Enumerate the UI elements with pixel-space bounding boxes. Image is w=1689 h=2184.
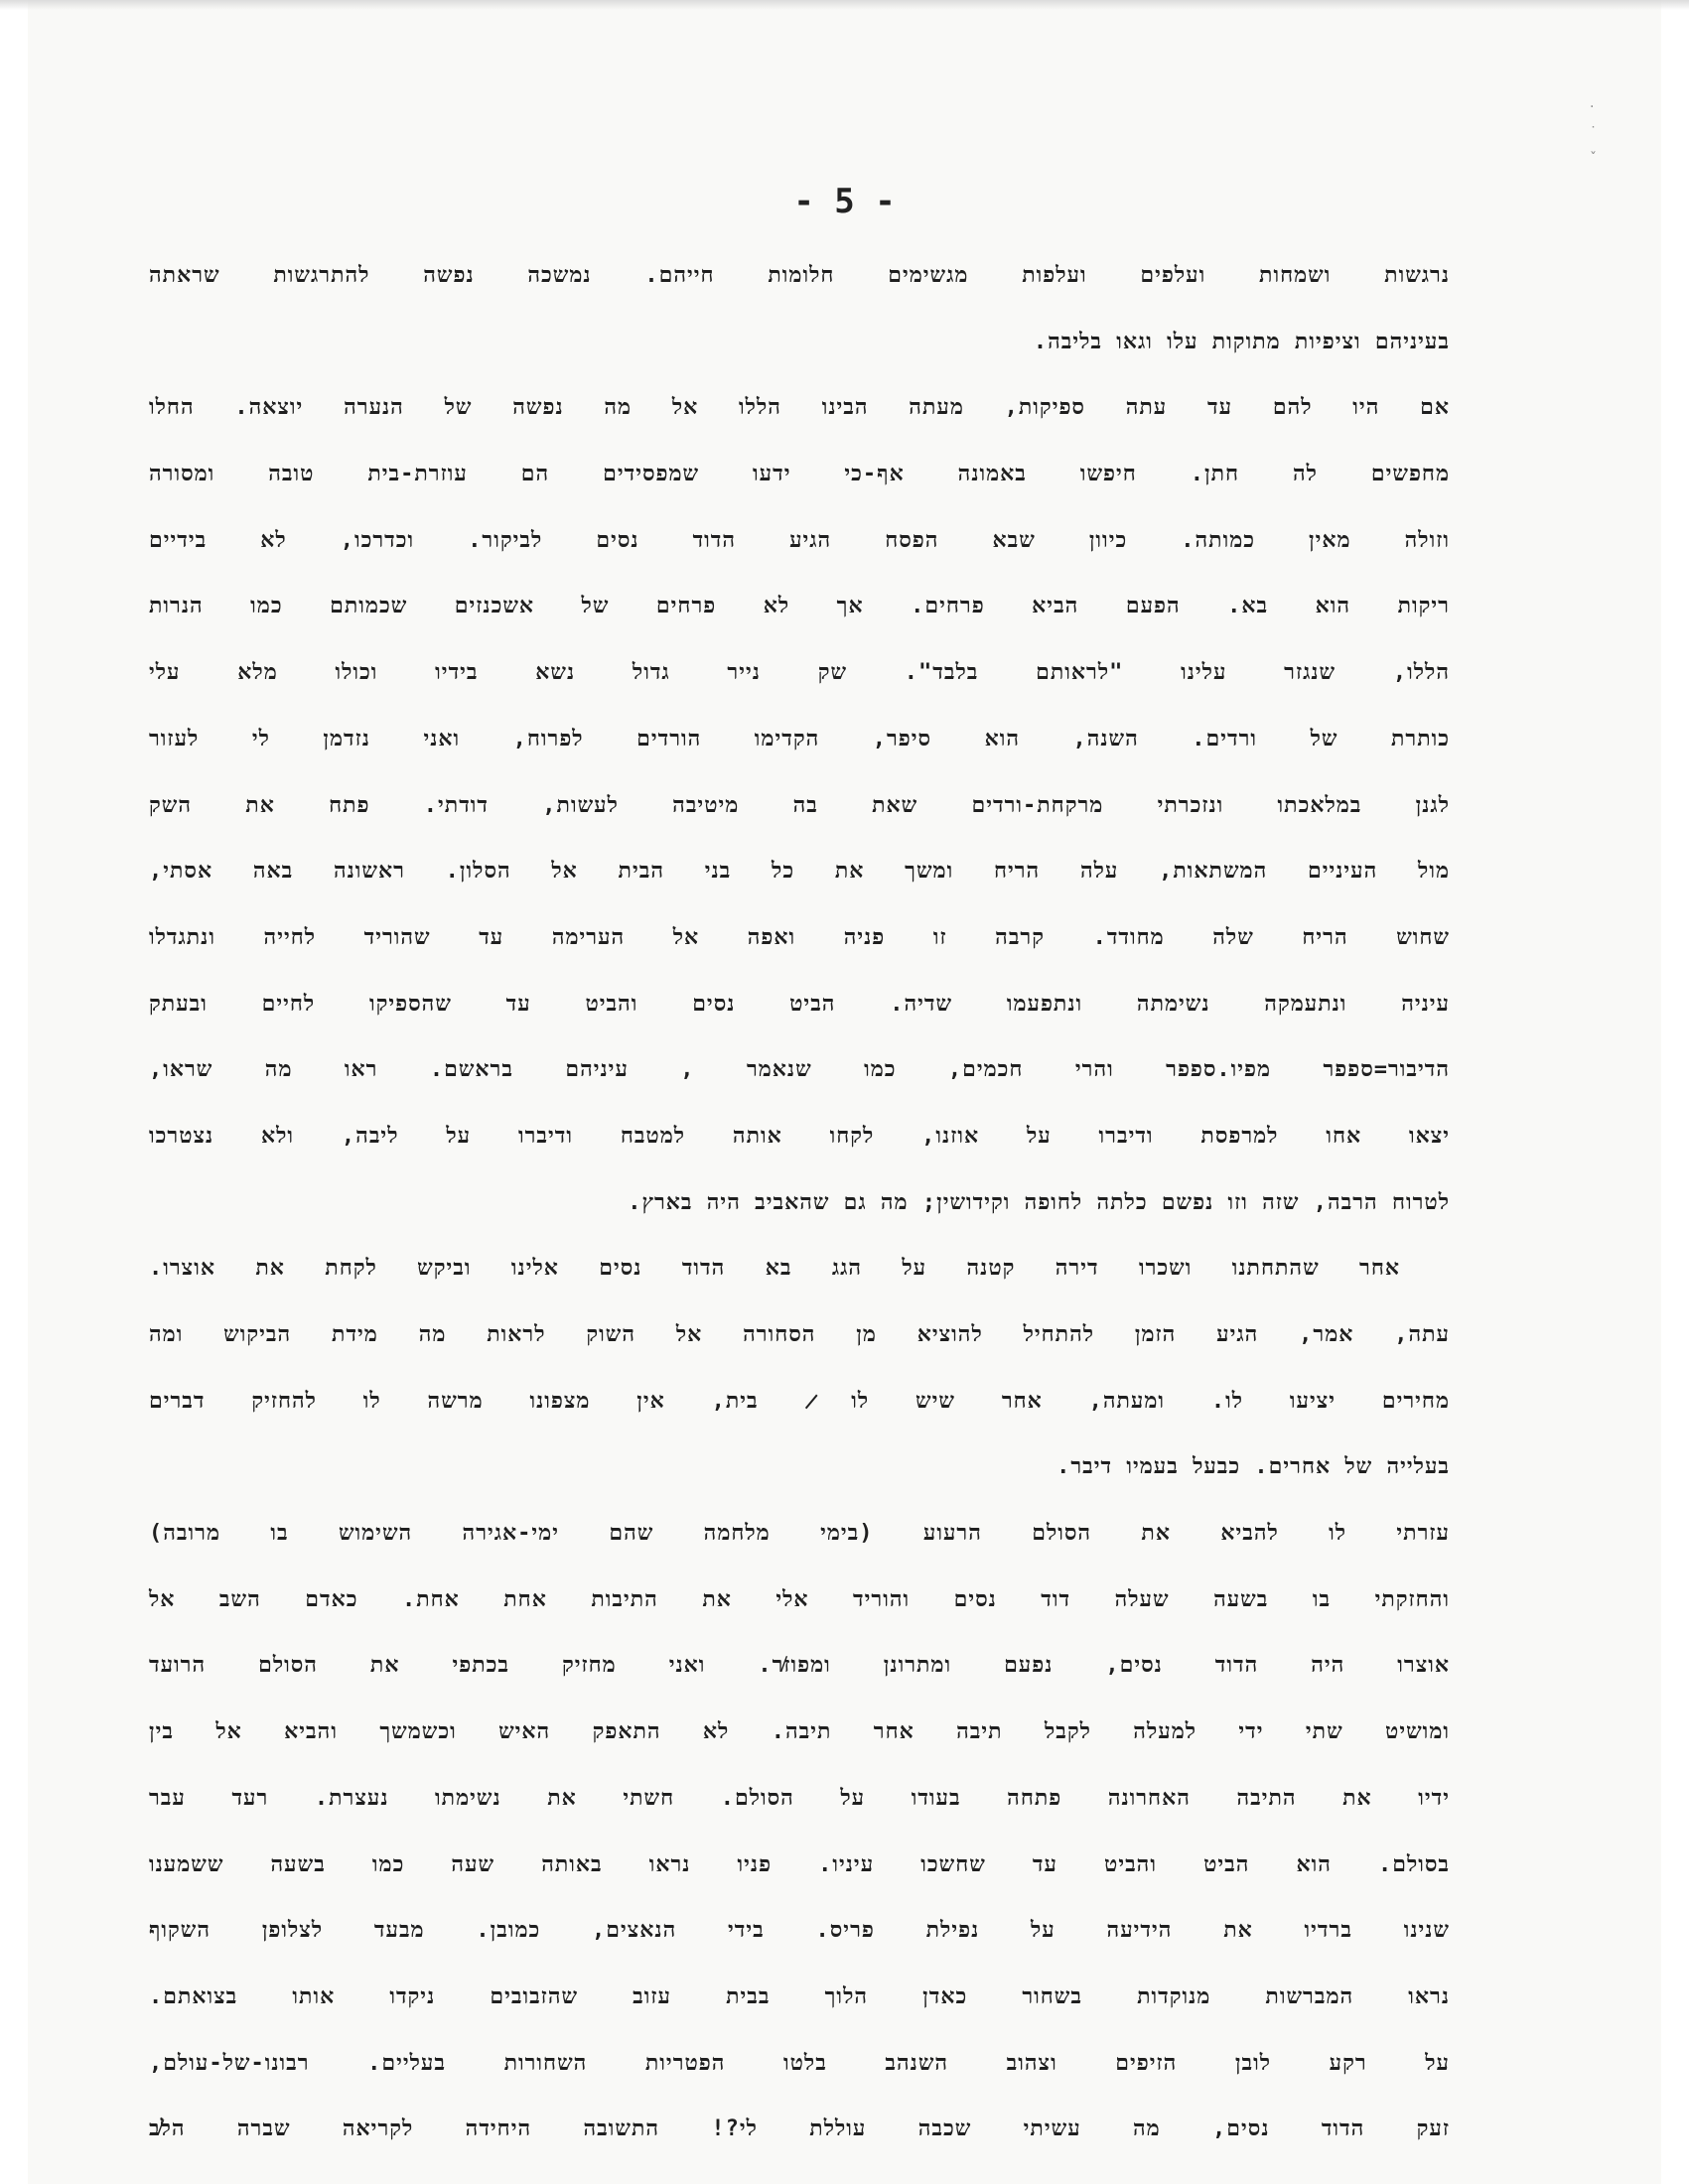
text-line: ומושיט שתי ידי למעלה לקבל תיבה אחר תיבה. לא התאפק האיש וכשמשך והביא אל בין: [149, 1719, 1450, 1745]
text-line: אחר שהתחתנו ושכרו דירה קטנה על הגג בא הדוד נסים אלינו וביקש לקחת את אוצרו.: [149, 1256, 1400, 1282]
text-line: והחזקתי בו בשעה שעלה דוד נסים והוריד אלי את התיבות אחת אחת. כאדם השב אל: [149, 1586, 1450, 1612]
text-line: עזרתי לו להביא את הסולם הרעוע (בימי מלחמה שהם ימי-אגירה השימוש בו מרובה): [149, 1521, 1450, 1547]
text-line: נרגשות ושמחות ועלפים ועלפות מגשימים חלומות חייהם. נמשכה נפשה להתרגשות שראתה: [149, 263, 1450, 288]
text-line: אם היו להם עד עתה ספיקות, מעתה הבינו הללו אל מה נפשה של הנערה יוצאה. החלו: [149, 395, 1450, 421]
text-line: הדיבור=ספפר מפיו.ספפר והרי חכמים, כמו שנאמר , עיניהם בראשם. ראו מה שראו,: [149, 1057, 1450, 1083]
text-line: עתה, אמר, הגיע הזמן להתחיל להוציא מן הסחורה אל השוק לראות מה מידת הביקוש ומה: [149, 1322, 1450, 1347]
text-line: על רקע לובן הזיפים וצהוב השנהב בלטו הפטריות השחורות בעליים. רבונו-של-עולם,: [149, 2050, 1450, 2076]
scan-top-edge: [0, 0, 1689, 10]
text-line: שנינו ברדיו את הידיעה על נפילת פריס. בידי הנאצים, כמובן. מבעד לצלופן השקוף: [149, 1918, 1450, 1944]
text-line: שחוש הריח שלה מחודד. קרבה זו פניה ואפה אל הערימה עד שהוריד לחייה ונתגדלו: [149, 924, 1450, 950]
text-line: נראו המברשות מנוקדות בשחור כאדן הלוך בבית עזוב שהזבובים ניקדו אותו בצואתם.: [149, 1983, 1450, 2009]
text-line: מול העיניים המשתאות, עלה הריח ומשך את כל בני הבית אל הסלון. ראשונה באה אסתי,: [149, 859, 1450, 885]
text-line: בסולם. הוא הביט והביט עד שחשכו עיניו. פניו נראו באותה שעה כמו בשעה ששמענו: [149, 1851, 1450, 1877]
text-line: מחפשים לה חתן. חיפשו באמונה אף-כי ידעו שמפסידים הם עוזרת-בית טובה ומסורה: [149, 462, 1450, 487]
page-number: - 5 -: [793, 182, 896, 221]
text-line: כותרת של ורדים. השנה, הוא סיפר, הקדימו הורדים לפרוח, ואני נזדמן לי לעזור: [149, 726, 1450, 751]
text-line: ריקות הוא בא. הפעם הביא פרחים. אך לא פרחים של אשכנזים שכמותם כמו הנרות: [149, 594, 1450, 619]
text-line: בעלייה של אחרים. כבעל בעמיו דיבר.: [1056, 1454, 1450, 1480]
text-line: אוצרו היה הדוד נסים, נפעם ומתרונן ומפוז̸ר. ואני מחזיק בכתפי את הסולם הרועד: [149, 1653, 1450, 1679]
text-line: מחירים יציעו לו. ומעתה, אחר שיש לו ̷ בית, אין מצפונו מרשה לו להחזיק דברים: [149, 1388, 1450, 1414]
text-line: ידיו את התיבה האחרונה פתחה בעודו על הסולם. חשתי את נשימתו נעצרת. רעד עבר: [149, 1785, 1450, 1811]
text-line: לטרוח הרבה, שזה וזו נפשם כלתה לחופה וקידושין; מה גם שהאביב היה בארץ.: [628, 1189, 1450, 1215]
typewritten-body: [149, 243, 1450, 2163]
text-line: בעיניהם וציפיות מתוקות עלו וגאו בליבה.: [1033, 329, 1450, 354]
text-line: עיניה ונתעמקה נשימתה ונתפעמו שדיה. הביט נסים והביט עד שהספיקו לחיים ובעתק: [149, 991, 1450, 1017]
text-line: זעק הדוד נסים, מה עשיתי שכבה עוללת לי?! התשובה היחידה לקריאה שברה הל̸ב: [149, 2116, 1450, 2142]
text-line: לגנן במלאכתו ונזכרתי מרקחת-ורדים שאת בה מיטיבה לעשות, דודתי. פתח את השק: [149, 792, 1450, 818]
text-line: הללו, שנגזר עלינו "לראותם בלבד". שק נייר גדול נשא בידיו וכולו מלא עלי: [149, 660, 1450, 686]
text-line: וזולה מאין כמותה. כיוון שבא הפסח הגיע הדוד נסים לביקור. וכדרכו, לא בידיים: [149, 527, 1450, 553]
margin-marks: · ˙ ˇ: [1590, 99, 1597, 167]
text-line: יצאו אחו למרפסת ודיברו על אוזנו, לקחו אותה למטבח ודיברו על ליבה, ולא נצטרכו: [149, 1123, 1450, 1149]
